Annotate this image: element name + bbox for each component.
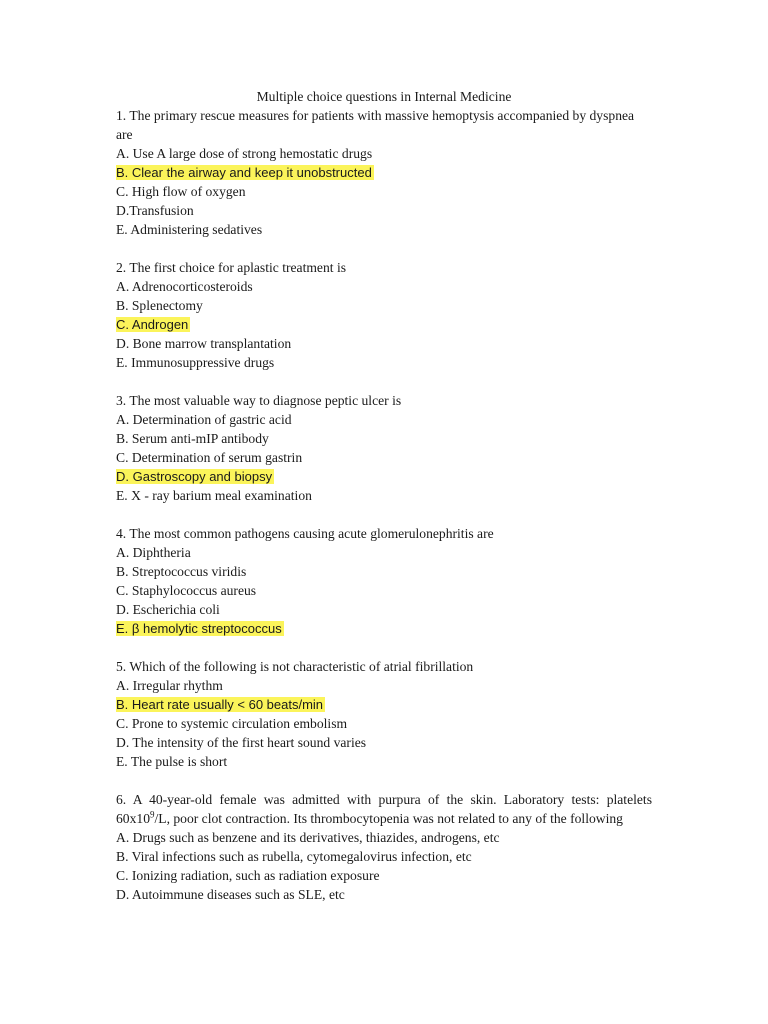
question-6 bbox=[116, 790, 652, 904]
option-c: C. Ionizing radiation, such as radiation exposure bbox=[116, 868, 380, 883]
option-e: E. Immunosuppressive drugs bbox=[116, 355, 275, 370]
option-b-correct bbox=[116, 695, 652, 714]
option-d: D. Autoimmune diseases such as SLE, etc bbox=[116, 887, 345, 902]
answer-options bbox=[116, 828, 652, 904]
question-text: 6. A 40-year-old female was admitted with purpura of the skin. Laboratory tests: platelets $60x10^9/L$, poor clot contraction. Its thrombocytopenia was not related to any of the following bbox=[116, 792, 652, 826]
document-title: Multiple choice questions in Internal Medicine bbox=[256, 89, 512, 104]
option-b: B. Streptococcus viridis bbox=[116, 564, 247, 579]
option-e: E. X - ray barium meal examination bbox=[116, 488, 312, 503]
option-d: D. Bone marrow transplantation bbox=[116, 336, 292, 351]
option-d: D. The intensity of the first heart sound varies bbox=[116, 735, 367, 750]
option-a: A. Determination of gastric acid bbox=[116, 412, 292, 427]
option-b: B. Serum anti-mIP antibody bbox=[116, 431, 269, 446]
option-b-correct bbox=[116, 163, 652, 182]
highlighted-answer: C. Androgen bbox=[116, 317, 189, 332]
document-content bbox=[116, 87, 652, 923]
answer-options bbox=[116, 543, 652, 638]
superscript-exponent: 9 bbox=[149, 809, 155, 820]
option-e-correct bbox=[116, 619, 652, 638]
option-c: C. Determination of serum gastrin bbox=[116, 450, 303, 465]
answer-options bbox=[116, 676, 652, 771]
option-d: D. Escherichia coli bbox=[116, 602, 220, 617]
highlighted-answer: E. β hemolytic streptococcus bbox=[116, 621, 282, 636]
option-d: D.Transfusion bbox=[116, 203, 194, 218]
option-e: E. Administering sedatives bbox=[116, 222, 263, 237]
highlighted-answer: B. Clear the airway and keep it unobstructed bbox=[116, 165, 372, 180]
question-3 bbox=[116, 391, 652, 505]
question-1 bbox=[116, 106, 652, 239]
option-c: C. Staphylococcus aureus bbox=[116, 583, 257, 598]
highlighted-answer: B. Heart rate usually < 60 beats/min bbox=[116, 697, 324, 712]
answer-options bbox=[116, 144, 652, 239]
option-c: C. Prone to systemic circulation embolism bbox=[116, 716, 348, 731]
question-text: 1. The primary rescue measures for patients with massive hemoptysis accompanied by dyspnea are bbox=[116, 108, 635, 142]
question-5 bbox=[116, 657, 652, 771]
option-a: A. Diphtheria bbox=[116, 545, 191, 560]
question-text: 4. The most common pathogens causing acute glomerulonephritis are bbox=[116, 526, 494, 541]
option-a: A. Adrenocorticosteroids bbox=[116, 279, 253, 294]
question-2 bbox=[116, 258, 652, 372]
option-b: B. Splenectomy bbox=[116, 298, 203, 313]
option-a: A. Drugs such as benzene and its derivatives, thiazides, androgens, etc bbox=[116, 830, 500, 845]
question-text: 5. Which of the following is not characteristic of atrial fibrillation bbox=[116, 659, 474, 674]
option-d-correct bbox=[116, 467, 652, 486]
answer-options bbox=[116, 277, 652, 372]
option-b: B. Viral infections such as rubella, cytomegalovirus infection, etc bbox=[116, 849, 472, 864]
question-text: 3. The most valuable way to diagnose peptic ulcer is bbox=[116, 393, 402, 408]
answer-options bbox=[116, 410, 652, 505]
question-4 bbox=[116, 524, 652, 638]
option-a: A. Use A large dose of strong hemostatic drugs bbox=[116, 146, 373, 161]
highlighted-answer: D. Gastroscopy and biopsy bbox=[116, 469, 273, 484]
option-c-correct bbox=[116, 315, 652, 334]
option-c: C. High flow of oxygen bbox=[116, 184, 246, 199]
option-a: A. Irregular rhythm bbox=[116, 678, 223, 693]
option-e: E. The pulse is short bbox=[116, 754, 228, 769]
question-text: 2. The first choice for aplastic treatment is bbox=[116, 260, 347, 275]
